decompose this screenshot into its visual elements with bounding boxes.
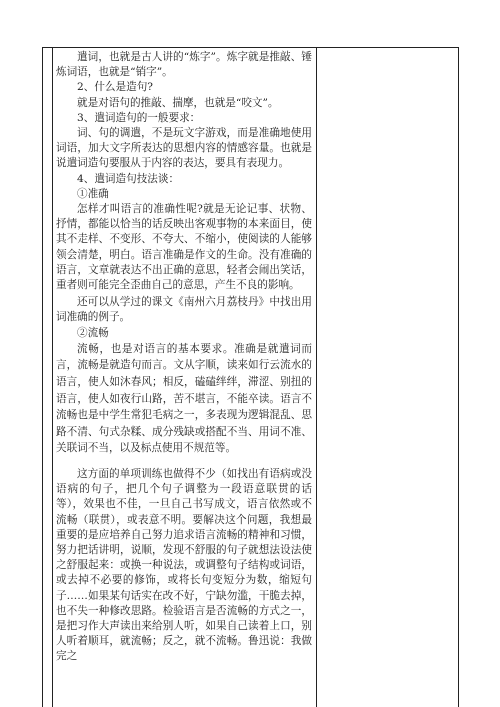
heading-accuracy: ①准确 xyxy=(77,187,109,200)
paragraph-lichi-example: 还可以从学过的课文《南州六月荔枝丹》中找出用词准确的例子。 xyxy=(56,296,312,324)
paragraph-zaoju-definition: 就是对语句的推敲、揣摩，也就是“咬文”。 xyxy=(77,96,279,109)
heading-techniques: 4、遣词造句技法谈： xyxy=(77,172,180,185)
paragraph-training: 这方面的单项训练也做得不少（如找出有语病或没语病的句子，把几个句子调整为一段语意联贯的话等），效果也不佳，一旦自己书写成文，语言依然或不流畅（联贯），或表意不明。要解决这个问题，我想最重要的是应培养自己努力追求语言流畅的精神和习惯，努力把话讲明，说顺，发现不舒服的句子就想法设法使之舒服起来：或换一种说法，或调整句子结构或词语，或去掉不必要的修饰，或将长句变短分为数，缩短句子……如果某句话实在改不好，宁缺勿滥，干脆去掉，也不失一种修改思路。检验语言是否流畅的方式之一，是把习作大声读出来给别人听，如果自己读着上口，别人听着顺耳，就流畅；反之，就不流畅。鲁迅说：我做完之 xyxy=(56,468,312,663)
content-column xyxy=(56,50,312,665)
heading-what-is-zaoju: 2、什么是造句? xyxy=(77,81,153,94)
table-right-border xyxy=(458,48,459,707)
paragraph-lianzi: 遣词，也就是古人讲的“炼字”。炼字就是推敲、锤炼词语，也就是“销字”。 xyxy=(56,51,312,79)
table-inner-left-border xyxy=(52,48,53,707)
paragraph-requirements: 词、句的调遣，不是玩文字游戏，而是准确地使用词语，加大文字所表达的思想内容的情感容量。也就是说遣词造句要服从于内容的表达，要具有表现力。 xyxy=(56,127,312,170)
table-top-border xyxy=(42,47,459,48)
paragraph-accuracy: 怎样才叫语言的准确性呢?就是无论记事、状物、抒情，都能以恰当的话反映出客观事物的本来面目，使其不走样、不变形、不夸大、不缩小，使阅读的人能够领会清楚，明白。语言准确是作文的生命。没有准确的语言，文章就表达不出正确的意思，轻者会闹出笑话，重者则可能完全歪曲自己的意思，产生不良的影响。 xyxy=(56,203,312,292)
table-column-divider xyxy=(316,48,317,707)
paragraph-fluency: 流畅，也是对语言的基本要求。准确是就遣词而言，流畅是就造句而言。文从字顺，读来如行云流水的语言，使人如沐春风；相反，磕磕绊绊，滞涩、别扭的语言，使人如夜行山路，苦不堪言，不能卒读。语言不流畅也是中学生常犯毛病之一，多表现为逻辑混乱、思路不清、句式杂糅、成分残缺或搭配不当、用词不准、关联词不当，以及标点使用不规范等。 xyxy=(56,342,312,455)
heading-general-requirements: 3、遣词造句的一般要求： xyxy=(77,111,201,124)
heading-fluency: ②流畅 xyxy=(77,326,109,339)
table-left-border xyxy=(42,48,43,707)
